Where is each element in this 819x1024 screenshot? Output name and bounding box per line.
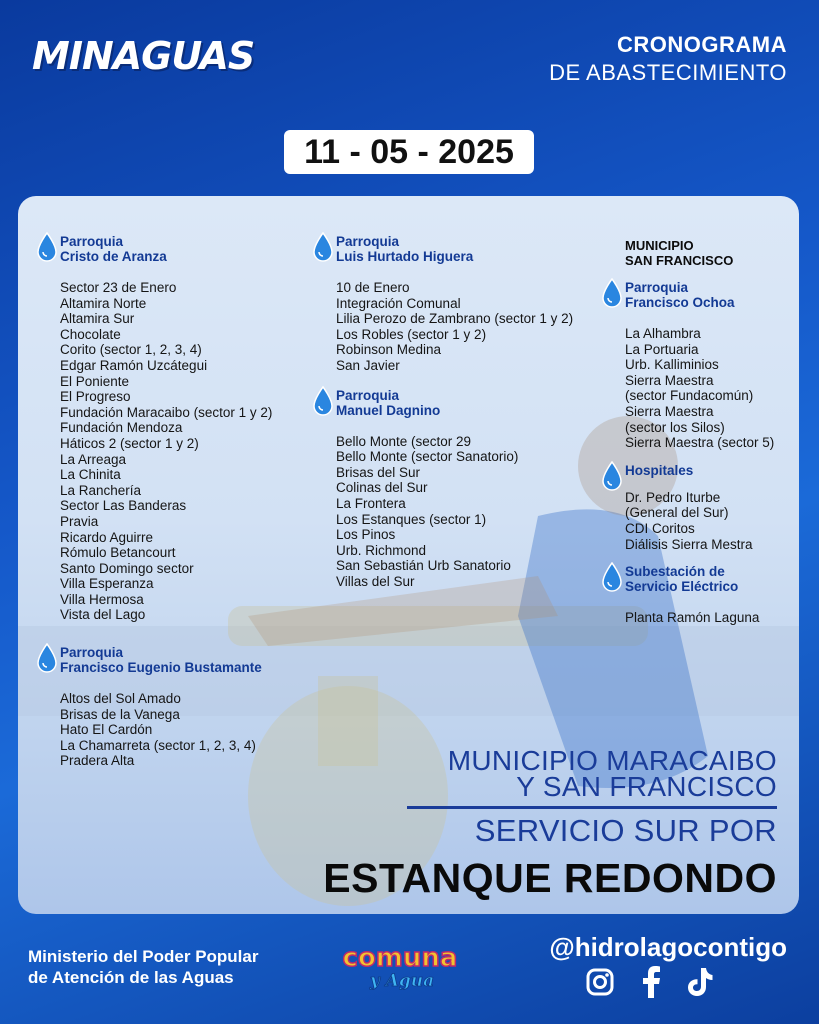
- list-item: Altamira Norte: [60, 295, 147, 311]
- sector-list: [60, 691, 316, 769]
- hospitales-heading: [601, 463, 791, 478]
- parroquia-heading: [601, 280, 791, 310]
- list-item: Háticos 2 (sector 1 y 2): [60, 435, 199, 451]
- parroquia-label: Parroquia: [625, 280, 689, 295]
- header-title-line1: CRONOGRAMA: [617, 32, 787, 57]
- comuna-text: comuna: [342, 943, 458, 973]
- tiktok-icon[interactable]: [687, 967, 713, 1002]
- list-item: Fundación Mendoza: [60, 420, 183, 436]
- list-item: Vista del Lago: [60, 607, 146, 623]
- comuna-y-agua-logo: [330, 940, 470, 992]
- parroquia-name: Cristo de Aranza: [60, 249, 167, 264]
- list-item: Planta Ramón Laguna: [625, 610, 760, 626]
- parroquia-label: Parroquia: [60, 645, 124, 661]
- parroquia-name: Manuel Dagnino: [336, 402, 441, 418]
- parroquia-name: Francisco Eugenio Bustamante: [60, 660, 262, 676]
- water-drop-icon: [36, 643, 58, 673]
- sector-list: [336, 434, 592, 590]
- list-item: Corito (sector 1, 2, 3, 4): [60, 342, 202, 358]
- ministry-line1: Ministerio del Poder Popular: [28, 947, 259, 966]
- header-title-line2: DE ABASTECIMIENTO: [549, 60, 787, 85]
- list-item: Colinas del Sur: [336, 480, 428, 496]
- list-item: Altos del Sol Amado: [60, 691, 181, 707]
- list-item: Sector 23 de Enero: [60, 280, 177, 295]
- sector-list: [625, 326, 791, 451]
- facebook-icon[interactable]: [641, 966, 661, 1003]
- list-item: CDI Coritos: [625, 520, 695, 536]
- instagram-icon[interactable]: [585, 967, 615, 1002]
- list-item: La Chinita: [60, 467, 121, 483]
- water-drop-icon: [601, 562, 623, 592]
- parroquia-label: Parroquia: [60, 234, 124, 249]
- list-item: El Poniente: [60, 373, 130, 389]
- column-cristo-de-aranza: [36, 234, 316, 781]
- parroquia-heading: [312, 234, 592, 264]
- column-san-francisco: [601, 238, 791, 638]
- parroquia-heading: [312, 388, 592, 418]
- list-item: La Alhambra: [625, 326, 701, 341]
- servicio-line: SERVICIO SUR POR: [474, 813, 777, 848]
- hospitales-label: Hospitales: [625, 462, 694, 478]
- list-item: Hato El Cardón: [60, 722, 153, 738]
- schedule-date: 11 - 05 - 2025: [284, 130, 534, 174]
- water-drop-icon: [601, 278, 623, 308]
- list-item: Los Robles (sector 1 y 2): [336, 326, 487, 342]
- subestacion-name: Servicio Eléctrico: [625, 579, 739, 595]
- list-item: Los Pinos: [336, 527, 396, 543]
- parroquia-label: Parroquia: [336, 387, 400, 403]
- subestacion-label: Subestación de: [625, 564, 725, 580]
- list-item: Bello Monte (sector Sanatorio): [336, 449, 519, 465]
- hospital-list: [625, 490, 791, 552]
- list-item: Sector Las Banderas: [60, 498, 187, 514]
- list-item: San Javier: [336, 357, 400, 373]
- list-item: Chocolate: [60, 326, 121, 342]
- list-item: Villas del Sur: [336, 573, 415, 589]
- list-item: (General del Sur): [625, 505, 729, 521]
- list-item: Robinson Medina: [336, 342, 442, 358]
- list-item: Ricardo Aguirre: [60, 529, 154, 545]
- service-title-block: [323, 745, 777, 901]
- list-item: (sector Fundacomún): [625, 388, 754, 404]
- subestacion-heading: [601, 564, 791, 594]
- list-item: Santo Domingo sector: [60, 560, 194, 576]
- parroquia-heading: [36, 234, 316, 264]
- municipio-san-francisco-heading: [625, 238, 791, 268]
- subestacion-list: [625, 610, 791, 626]
- estanque-line: ESTANQUE REDONDO: [323, 855, 777, 901]
- list-item: Urb. Kalliminios: [625, 357, 719, 373]
- parroquia-label: Parroquia: [336, 234, 400, 249]
- list-item: San Sebastián Urb Sanatorio: [336, 558, 511, 574]
- list-item: (sector los Silos): [625, 419, 725, 435]
- list-item: Lilia Perozo de Zambrano (sector 1 y 2): [336, 311, 574, 327]
- water-drop-icon: [312, 386, 334, 416]
- title-divider: [407, 806, 777, 809]
- list-item: Villa Esperanza: [60, 576, 154, 592]
- water-drop-icon: [312, 232, 334, 262]
- social-icons: [585, 966, 725, 1002]
- schedule-panel: [18, 196, 799, 914]
- column-luis-hurtado: [312, 234, 592, 602]
- list-item: Fundación Maracaibo (sector 1 y 2): [60, 404, 273, 420]
- list-item: Pradera Alta: [60, 753, 135, 769]
- list-item: La Ranchería: [60, 482, 142, 498]
- list-item: Pravia: [60, 513, 99, 529]
- list-item: La Frontera: [336, 495, 406, 511]
- list-item: Los Estanques (sector 1): [336, 511, 487, 527]
- list-item: Urb. Richmond: [336, 542, 427, 558]
- municipio-name: SAN FRANCISCO: [625, 253, 734, 268]
- y-agua-text: y Agua: [369, 971, 435, 991]
- list-item: Sierra Maestra: [625, 403, 714, 419]
- list-item: Diálisis Sierra Mestra: [625, 536, 753, 552]
- list-item: La Chamarreta (sector 1, 2, 3, 4): [60, 737, 256, 753]
- list-item: Bello Monte (sector 29: [336, 433, 472, 449]
- list-item: Rómulo Betancourt: [60, 545, 176, 561]
- municipio-line2: Y SAN FRANCISCO: [516, 771, 777, 802]
- list-item: 10 de Enero: [336, 280, 410, 295]
- sector-list: [60, 280, 316, 623]
- list-item: Brisas del Sur: [336, 464, 421, 480]
- ministry-name: [28, 946, 258, 988]
- sector-list: [336, 280, 592, 374]
- list-item: Dr. Pedro Iturbe: [625, 489, 721, 505]
- water-drop-icon: [36, 232, 58, 262]
- list-item: Villa Hermosa: [60, 591, 144, 607]
- list-item: Integración Comunal: [336, 295, 461, 311]
- list-item: Sierra Maestra (sector 5): [625, 435, 775, 451]
- social-handle[interactable]: @hidrolagocontigo: [549, 932, 787, 962]
- water-drop-icon: [601, 461, 623, 491]
- list-item: Brisas de la Vanega: [60, 706, 180, 722]
- header-title: [549, 32, 787, 86]
- list-item: Edgar Ramón Uzcátegui: [60, 357, 208, 373]
- minaguas-logo: MINAGUAS: [32, 34, 255, 78]
- list-item: La Arreaga: [60, 451, 127, 467]
- municipio-label: MUNICIPIO: [625, 238, 694, 253]
- list-item: Sierra Maestra: [625, 372, 714, 388]
- ministry-line2: de Atención de las Aguas: [28, 968, 234, 987]
- municipio-line1: MUNICIPIO MARACAIBO: [447, 745, 777, 776]
- parroquia-name: Francisco Ochoa: [625, 295, 735, 310]
- parroquia-name: Luis Hurtado Higuera: [336, 249, 474, 264]
- list-item: El Progreso: [60, 389, 131, 405]
- list-item: Altamira Sur: [60, 311, 135, 327]
- list-item: La Portuaria: [625, 341, 699, 357]
- parroquia-heading: [36, 645, 316, 675]
